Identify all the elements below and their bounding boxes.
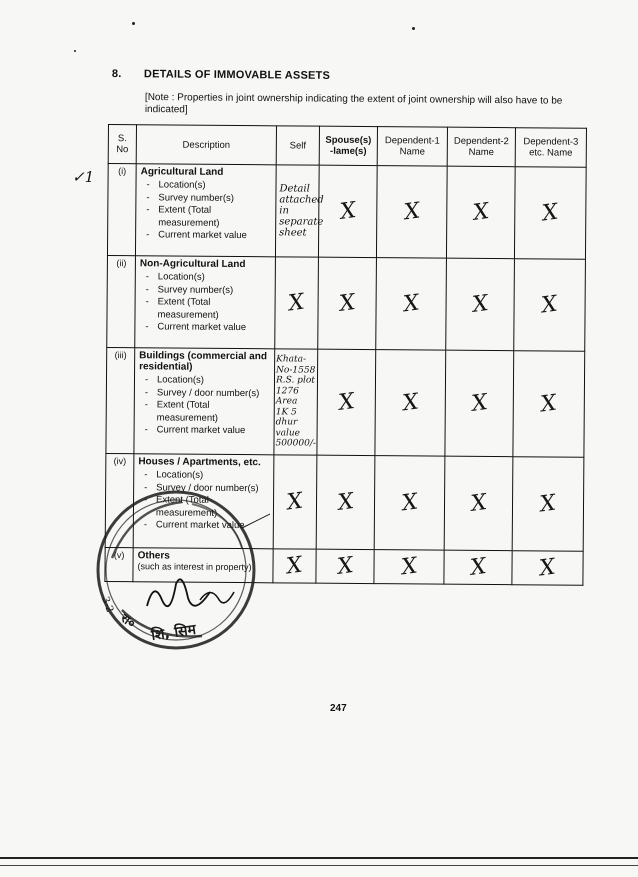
row-item: - Survey number(s) [146, 192, 272, 205]
row-item: - Location(s) [145, 374, 271, 387]
handwritten-note [275, 355, 316, 450]
row-item: - Extent (Total measurement) [145, 399, 271, 425]
cross-mark: X [338, 197, 358, 225]
table-header-row [108, 125, 586, 168]
row-item: - Survey / door number(s) [144, 482, 270, 495]
header-dependent-1: Dependent-1 Name [377, 127, 447, 167]
cross-mark: X [469, 390, 489, 417]
page-number: 247 [330, 703, 347, 714]
section-title: DETAILS OF IMMOVABLE ASSETS [143, 68, 331, 82]
header-spouse: Spouse(s) -lame(s) [319, 126, 377, 165]
handwritten-line: Khata- [276, 354, 307, 365]
official-seal-stamp [92, 488, 270, 658]
handwritten-line: 500000/- [275, 438, 316, 449]
handwritten-line: 1276 [275, 386, 299, 397]
scan-speck [74, 50, 76, 52]
row-item: - Extent (Total measurement) [144, 494, 270, 520]
row-item: - Location(s) [146, 271, 272, 284]
cross-mark: X [468, 553, 488, 581]
row-description [135, 164, 276, 257]
cell-dependent-3 [514, 259, 586, 352]
row-item: - Current market value [145, 321, 271, 334]
row-sno: (v) [105, 547, 133, 581]
cell-self [273, 455, 317, 549]
row-item: - Location(s) [146, 179, 272, 192]
row-sno: (ii) [107, 255, 136, 347]
handwritten-line: No-1558 [276, 365, 316, 376]
cell-spouse [318, 165, 377, 257]
cross-mark: X [539, 390, 559, 418]
row-title: Agricultural Land [140, 166, 224, 178]
header-description: Description [136, 125, 276, 165]
row-description [135, 256, 276, 349]
scan-edge-line [0, 865, 638, 866]
handwritten-note [279, 183, 324, 239]
cell-dependent-3 [512, 551, 583, 586]
row-sno: (i) [107, 164, 136, 256]
handwritten-line: Detail [279, 183, 310, 195]
cross-mark: X [337, 289, 357, 317]
cell-spouse [316, 549, 374, 583]
handwritten-line: in separate [279, 205, 324, 228]
cross-mark: X [471, 199, 491, 226]
row-item: - Current market value [146, 229, 272, 242]
svg-text:रा०: रा० [118, 610, 138, 631]
scan-speck [132, 22, 135, 25]
cross-mark: X [285, 552, 304, 580]
cross-mark: X [402, 198, 422, 226]
row-sno: (iv) [105, 453, 134, 547]
svg-text:3-2: 3-2 [99, 595, 116, 615]
cell-dependent-3 [513, 351, 585, 458]
row-item: - Survey number(s) [146, 284, 272, 297]
row-title: Non-Agricultural Land [139, 258, 246, 271]
cell-dependent-2 [444, 456, 513, 551]
handwritten-line: Area [275, 396, 298, 407]
cross-mark: X [470, 291, 490, 318]
cell-dependent-1 [375, 350, 446, 457]
table-row [107, 255, 586, 351]
cell-dependent-2 [446, 166, 515, 259]
row-item: - Extent (Total measurement) [146, 204, 272, 230]
cross-mark: X [540, 291, 559, 319]
row-item: (such as interest in property) [137, 561, 252, 573]
cell-dependent-1 [374, 456, 445, 551]
row-item: - Extent (Total measurement) [145, 296, 271, 322]
header-sno: S. No [108, 125, 136, 164]
scan-edge-line [0, 857, 638, 859]
cross-mark: X [400, 389, 420, 417]
svg-text:शि, सिम: शि, सिम [150, 621, 197, 644]
section-number: 8. [111, 68, 122, 81]
row-item: - Survey / door number(s) [145, 387, 271, 400]
header-self: Self [276, 126, 319, 165]
cross-mark: X [287, 289, 307, 317]
section-note: [Note : Properties in joint ownership indicating the extent of joint ownership will also have to be indicated] [144, 92, 563, 116]
row-item: - Current market value [145, 424, 271, 437]
cell-spouse [317, 349, 376, 455]
cross-mark: X [335, 552, 355, 580]
cell-self [275, 257, 319, 349]
cell-dependent-3 [512, 457, 584, 552]
cross-mark: X [336, 388, 356, 416]
cell-self [274, 349, 318, 455]
cell-dependent-1 [376, 258, 447, 351]
table-row [106, 347, 585, 457]
row-item: - Current market value [144, 519, 270, 532]
row-title: Houses / Apartments, etc. [138, 456, 261, 469]
cell-dependent-1 [374, 550, 444, 585]
scan-speck [412, 27, 415, 30]
cross-mark: X [285, 488, 305, 516]
row-item: - Location(s) [144, 469, 270, 482]
cell-dependent-2 [444, 550, 512, 585]
section-heading [112, 68, 592, 84]
cell-dependent-3 [514, 167, 586, 260]
handwritten-line: R.S. plot [275, 375, 315, 386]
cell-spouse [316, 455, 375, 549]
header-dependent-3: Dependent-3 etc. Name [515, 128, 586, 168]
cross-mark: X [401, 290, 421, 318]
cell-self [275, 165, 324, 257]
cell-spouse [318, 257, 377, 349]
cross-mark: X [538, 490, 558, 518]
row-title: Buildings (commercial and residential) [139, 350, 268, 373]
row-sno: (iii) [106, 347, 135, 453]
table-row [107, 164, 586, 260]
cross-mark: X [540, 199, 560, 227]
handwritten-line: 1K 5 dhur [275, 407, 298, 428]
cross-mark: X [469, 490, 488, 517]
cell-dependent-1 [376, 166, 447, 259]
cross-mark: X [400, 489, 419, 517]
margin-handwritten-mark: ✓1 [72, 168, 95, 186]
header-dependent-2: Dependent-2 Name [447, 127, 515, 167]
handwritten-line: sheet [279, 227, 307, 239]
cell-self [273, 549, 316, 583]
handwritten-line: attached [279, 194, 324, 206]
row-description [134, 348, 275, 455]
handwritten-line: value [275, 428, 301, 439]
cell-dependent-2 [446, 258, 515, 351]
cross-mark: X [399, 553, 419, 581]
row-title: Others [137, 550, 170, 562]
cross-mark: X [336, 488, 355, 516]
cross-mark: X [538, 554, 557, 582]
cell-dependent-2 [445, 350, 514, 457]
